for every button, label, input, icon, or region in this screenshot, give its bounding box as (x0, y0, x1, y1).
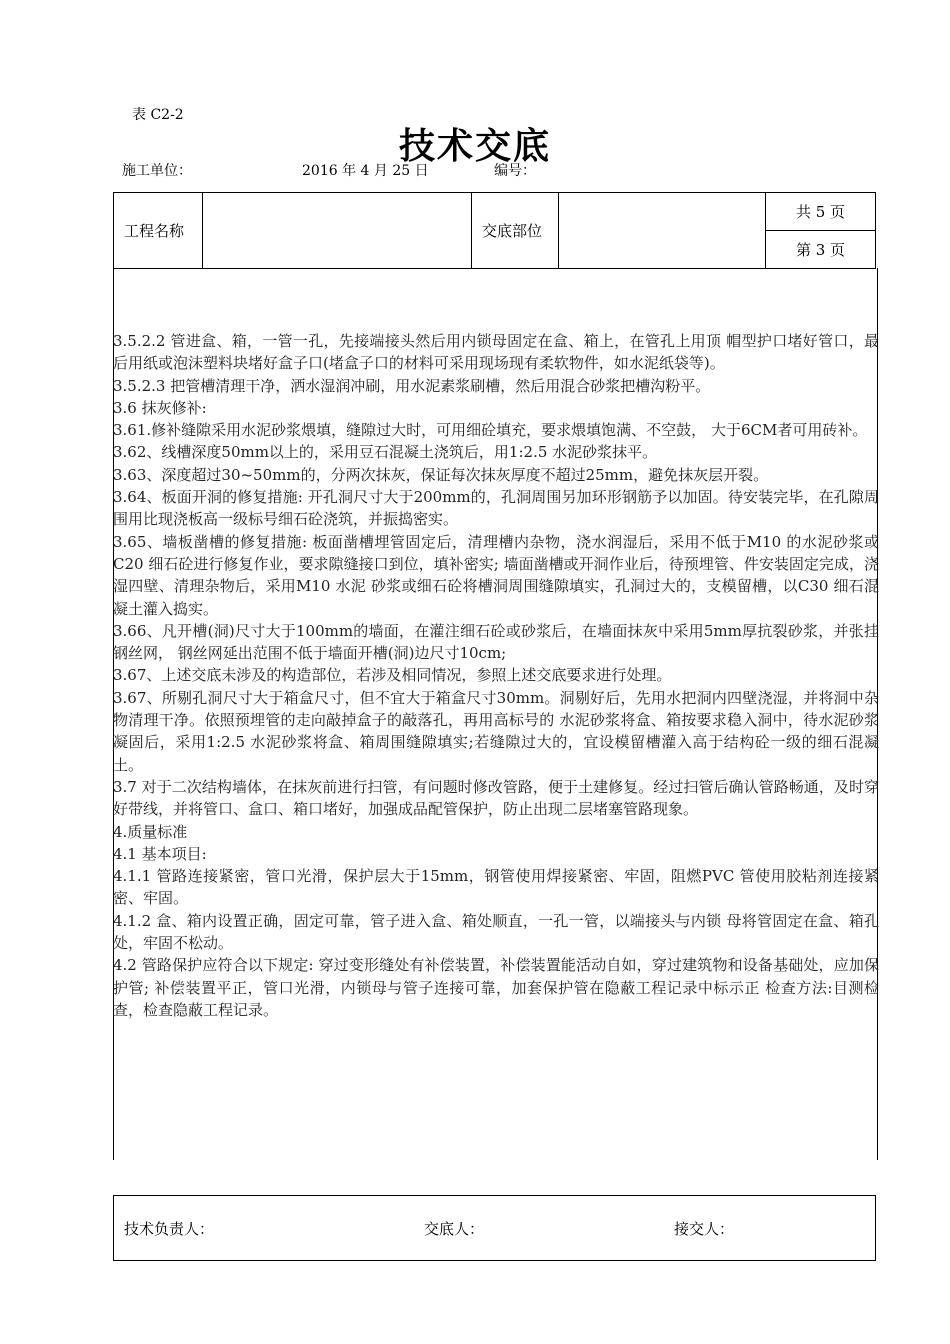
content-paragraph: 3.5.2.2 管进盒、箱，一管一孔，先接端接头然后用内锁母固定在盒、箱上，在管孔上用顶 帽型护口堵好管口，最后用纸或泡沫塑料块堵好盒子口(堵盒子口的材料可采用现场现有柔软物件，如水泥纸袋等)。 (113, 332, 879, 373)
disclosure-content (113, 330, 879, 1021)
content-paragraph: 3.67、所剔孔洞尺寸大于箱盒尺寸，但不宜大于箱盒尺寸30mm。洞剔好后，先用水把洞内四壁浇湿，并将洞中杂物清理干净。依照预埋管的走向敲掉盒子的敲落孔，再用高标号的 水泥砂浆将盒、箱按要求稳入洞中，待水泥砂浆凝固后，采用1:2.5 水泥砂浆将盒、箱周围缝隙填实;若缝隙过大的，宜设模留槽灌入高于结构砼一级的细石混凝土。 (113, 688, 879, 774)
content-paragraph: 3.66、凡开槽(洞)尺寸大于100mm的墙面，在灌注细石砼或砂浆后，在墙面抹灰中采用5mm厚抗裂砂浆，并张挂钢丝网， 钢丝网延出范围不低于墙面开槽(洞)边尺寸10cm; (113, 621, 879, 663)
content-paragraph: 4.1.2 盒、箱内设置正确，固定可靠，管子进入盒、箱处顺直，一孔一管，以端接头与内锁 母将管固定在盒、箱孔处，牢固不松动。 (113, 911, 879, 953)
project-name-label: 工程名称 (114, 193, 203, 269)
disclosure-part-label: 交底部位 (472, 193, 559, 269)
signature-table (113, 1195, 876, 1261)
current-page: 第 3 页 (766, 231, 876, 269)
content-paragraph: 3.5.2.3 把管槽清理干净，洒水湿润冲刷，用水泥素浆刷槽，然后用混合砂浆把槽沟粉平。 (113, 376, 711, 395)
form-code: 表 C2-2 (132, 107, 184, 123)
content-paragraph: 4.2 管路保护应符合以下规定: 穿过变形缝处有补偿装置，补偿装置能活动自如，穿过建筑物和设备基础处，应加保护管; 补偿装置平正，管口光滑，内锁母与管子连接可靠，加套保护管在隐蔽工程记录中标示正 检查方法:目测检查，检查隐蔽工程记录。 (113, 956, 879, 1019)
project-name-value (203, 193, 472, 269)
receiver-label: 接交人： (674, 1196, 876, 1261)
disclosure-date: 2016 年 4 月 25 日 (302, 163, 429, 179)
content-paragraph: 3.6 抹灰修补: (113, 398, 207, 417)
header-table (113, 192, 876, 269)
document-number-label: 编号： (494, 163, 536, 179)
total-pages: 共 5 页 (766, 193, 876, 231)
content-paragraph: 4.质量标准 (113, 822, 188, 841)
construction-unit-label: 施工单位： (122, 163, 192, 179)
content-paragraph: 3.63、深度超过30~50mm的，分两次抹灰，保证每次抹灰厚度不超过25mm，避免抹灰层开裂。 (113, 465, 769, 484)
content-paragraph: 3.65、墙板凿槽的修复措施: 板面凿槽埋管固定后，清理槽内杂物，浇水润湿后，采用不低于M10 的水泥砂浆或C20 细石砼进行修复作业，要求隙缝接口到位，填补密实; 墙面凿槽或开洞作业后，待预埋管、件安装固定完成，浇湿四壁、清理杂物后，采用M10 水泥 砂浆或细石砼将槽洞周围缝隙填实，孔洞过大的，支模留槽，以C30 细石混凝土灌入捣实。 (113, 532, 879, 618)
disclosure-part-value (559, 193, 766, 269)
content-paragraph: 4.1 基本项目: (113, 844, 207, 863)
content-paragraph: 3.67、上述交底未涉及的构造部位，若涉及相同情况，参照上述交底要求进行处理。 (113, 666, 672, 685)
content-paragraph: 3.62、线槽深度50mm以上的，采用豆石混凝土浇筑后，用1:2.5 水泥砂浆抹平。 (113, 443, 658, 462)
content-paragraph: 3.7 对于二次结构墙体，在抹灰前进行扫管，有问题时修改管路，便于土建修复。经过扫管后确认管路畅通，及时穿好带线，并将管口、盒口、箱口堵好，加强成品配管保护，防止出现二层堵塞管路现象。 (113, 777, 879, 819)
content-paragraph: 4.1.1 管路连接紧密，管口光滑，保护层大于15mm，钢管使用焊接紧密、牢固，阻燃PVC 管使用胶粘剂连接紧密、牢固。 (113, 867, 879, 908)
discloser-label: 交底人： (424, 1196, 674, 1261)
tech-lead-label: 技术负责人： (114, 1196, 425, 1261)
page-title: 技术交底 (398, 125, 551, 167)
content-paragraph: 3.64、板面开洞的修复措施: 开孔洞尺寸大于200mm的，孔洞周围另加环形钢筋予以加固。待安装完毕，在孔隙周围用比现浇板高一级标号细石砼浇筑，并振捣密实。 (113, 488, 879, 529)
content-paragraph: 3.61.修补缝隙采用水泥砂浆煨填，缝隙过大时，可用细砼填充，要求煨填饱满、不空鼓， 大于6CM者可用砖补。 (113, 421, 868, 440)
